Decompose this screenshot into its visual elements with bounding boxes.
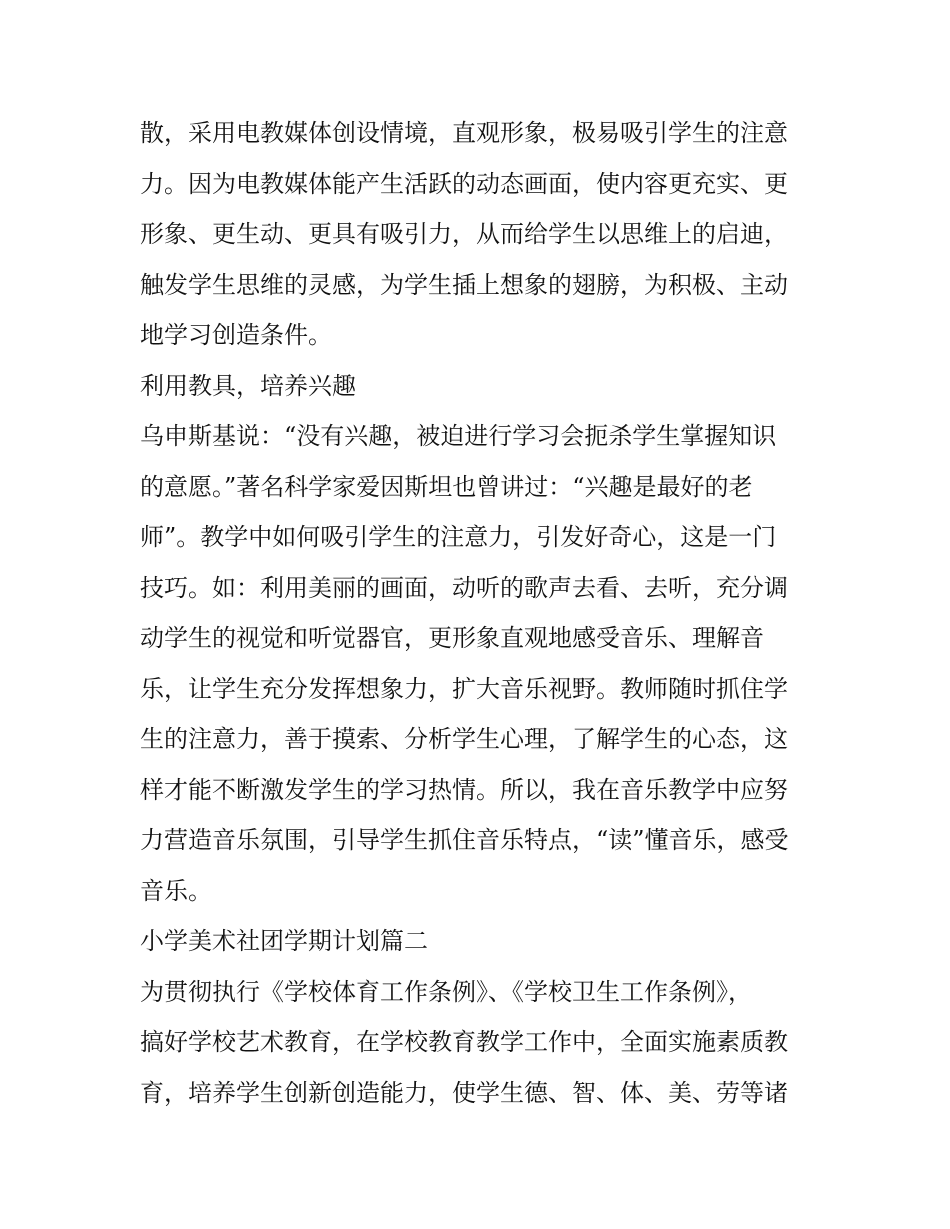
section-heading: 利用教具，培养兴趣 (140, 371, 356, 400)
text-line: 力营造音乐氛围，引导学生抓住音乐特点，“读”懂音乐，感受 (140, 826, 789, 854)
text-line: 力。因为电教媒体能产生活跃的动态画面，使内容更充实、更 (140, 169, 788, 198)
text-line: 地学习创造条件。 (140, 321, 332, 349)
text-line: 师”。教学中如何吸引学生的注意力，引发好奇心，这是一门 (140, 523, 777, 551)
text-line: 技巧。如：利用美丽的画面，动听的歌声去看、去听，充分调 (140, 573, 788, 602)
text-line: 为贯彻执行《学校体育工作条例》、《学校卫生工作条例》， (140, 977, 752, 1006)
text-line: 散，采用电教媒体创设情境，直观形象，极易吸引学生的注意 (140, 119, 788, 147)
text-line: 生的注意力，善于摸索、分析学生心理，了解学生的心态，这 (140, 725, 788, 753)
text-line: 形象、更生动、更具有吸引力，从而给学生以思维上的启迪， (140, 220, 788, 248)
document-body (140, 108, 812, 1118)
text-line: 的意愿。”著名科学家爱因斯坦也曾讲过：“兴趣是最好的老 (140, 472, 753, 501)
text-line: 乌申斯基说：“没有兴趣，被迫进行学习会扼杀学生掌握知识 (140, 422, 777, 450)
text-line: 育，培养学生创新创造能力，使学生德、智、体、美、劳等诸 (140, 1078, 788, 1107)
text-line: 动学生的视觉和听觉器官，更形象直观地感受音乐、理解音 (140, 624, 764, 652)
section-heading: 小学美术社团学期计划篇二 (140, 927, 428, 955)
text-line: 样才能不断激发学生的学习热情。所以，我在音乐教学中应努 (140, 775, 788, 804)
text-line: 乐，让学生充分发挥想象力，扩大音乐视野。教师随时抓住学 (140, 674, 788, 703)
text-line: 音乐。 (140, 876, 212, 905)
text-line: 触发学生思维的灵感，为学生插上想象的翅膀，为积极、主动 (140, 270, 788, 299)
text-line: 搞好学校艺术教育，在学校教育教学工作中，全面实施素质教 (140, 1028, 788, 1056)
